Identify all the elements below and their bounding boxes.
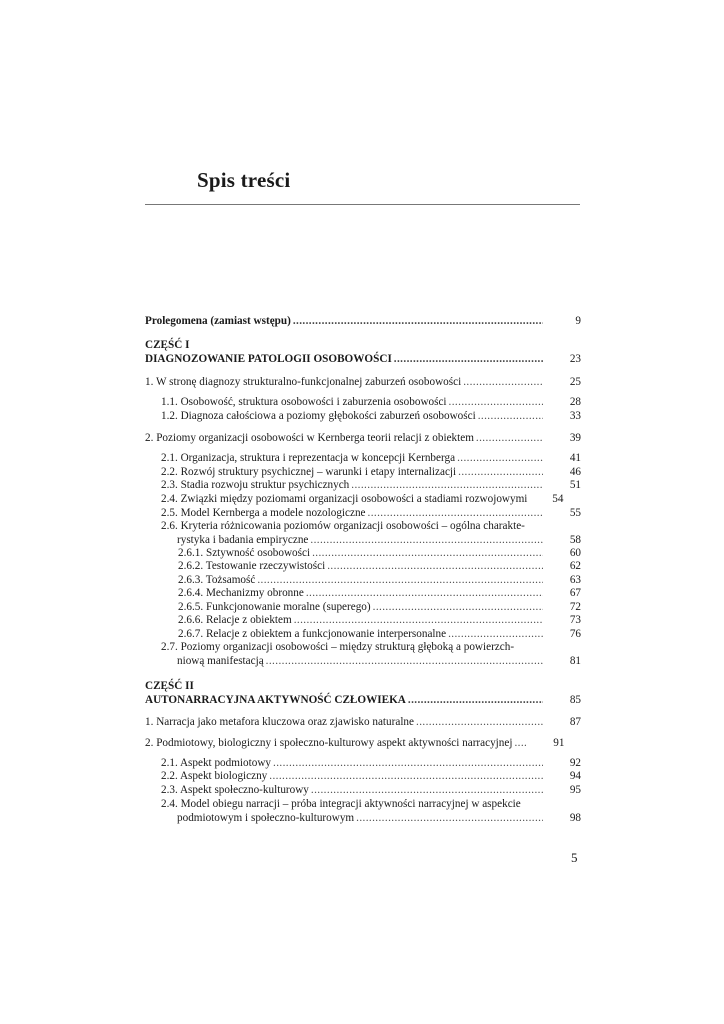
toc-leader-dots [356,811,543,825]
toc-entry-prolegomena[interactable] [145,314,581,328]
toc-entry-label: 2.3. Stadia rozwoju struktur psychicznych [161,479,350,491]
toc-entry-2-6-2[interactable] [178,559,581,573]
toc-entry-label: 2.2. Aspekt biologiczny [161,770,268,782]
toc-leader-dots [458,465,543,479]
toc-entry-label: 2.6.6. Relacje z obiektem [178,614,292,626]
toc-entry-label: 2.6.1. Sztywność osobowości [178,547,311,559]
toc-entry-label: 1. W stronę diagnozy strukturalno-funkcjonalnej zaburzeń osobowości [145,376,462,388]
page-title: Spis treści [197,168,291,192]
toc-entry-part2[interactable] [145,693,581,707]
toc-leader-dots [273,756,543,770]
toc-entry-label: 2.1. Aspekt podmiotowy [161,757,272,769]
toc-page-number: 87 [569,716,581,728]
toc-page-number: 76 [569,628,581,640]
part-label: CZĘŚĆ II [145,680,194,692]
toc-entry-2-7[interactable] [177,654,581,668]
toc-page-number: 62 [569,560,581,572]
toc-leader-dots [269,769,543,783]
toc-leader-dots [394,352,543,366]
toc-entry-2-6-4[interactable] [178,586,581,600]
toc-leader-dots [311,783,543,797]
toc-entry-b2-4[interactable] [177,811,581,825]
toc-entry-2-6[interactable] [177,533,581,547]
toc-entry-2-6-1[interactable] [178,546,581,560]
toc-page-number: 63 [569,574,581,586]
toc-page-number: 72 [569,601,581,613]
toc-entry-2-3[interactable] [161,478,581,492]
toc-entry-part1[interactable] [145,352,581,366]
toc-leader-dots [416,715,543,729]
toc-leader-dots [408,693,543,707]
toc-entry-2-2[interactable] [161,465,581,479]
toc-entry-label: 2.3. Aspekt społeczno-kulturowy [161,784,309,796]
toc-entry-label: 2. Poziomy organizacji osobowości w Kernberga teorii relacji z obiektem [145,432,474,444]
toc-leader-dots [310,533,543,547]
toc-entry-label: DIAGNOZOWANIE PATOLOGII OSOBOWOŚCI [145,353,392,365]
toc-page-number: 25 [569,376,581,388]
toc-entry-label: 2.6.7. Relacje z obiektem a funkcjonowanie interpersonalne [178,628,447,640]
toc-page-number: 28 [569,396,581,408]
toc-entry-2-6-5[interactable] [178,600,581,614]
toc-entry-label: 2.6.2. Testowanie rzeczywistości [178,560,326,572]
toc-entry-label: 2.4. Związki między poziomami organizacji osobowości a stadiami rozwojowymi [161,493,528,505]
toc-page-number: 58 [569,534,581,546]
toc-entry-label: 1.1. Osobowość, struktura osobowości i zaburzenia osobowości [161,396,447,408]
toc-page-number: 39 [569,432,581,444]
toc-entry-label: AUTONARRACYJNA AKTYWNOŚĆ CZŁOWIEKA [145,694,406,706]
toc-entry-label: podmiotowym i społeczno-kulturowym [177,812,355,824]
toc-leader-dots [476,431,543,445]
toc-entry-ch1[interactable] [145,375,581,389]
toc-entry-label: 2. Podmiotowy, biologiczny i społeczno-kulturowy aspekt aktywności narracyjnej [145,737,513,749]
toc-entry-2-6-7[interactable] [178,627,581,641]
toc-page-number: 23 [569,353,581,365]
toc-page-number: 92 [569,757,581,769]
toc-leader-dots [463,375,543,389]
toc-entry-1-2[interactable] [161,409,581,423]
toc-entry-label: 2.6.4. Mechanizmy obronne [178,587,304,599]
toc-entry-1-1[interactable] [161,395,581,409]
toc-page-number: 55 [569,507,581,519]
toc-leader-dots [266,654,543,668]
toc-leader-dots [312,546,543,560]
toc-page-number: 67 [569,587,581,599]
toc-page-number: 94 [569,770,581,782]
toc-leader-dots [449,395,543,409]
toc-entry-label: 1.2. Diagnoza całościowa a poziomy głębokości zaburzeń osobowości [161,410,476,422]
toc-page-number: 81 [569,655,581,667]
page-number: 5 [571,850,578,865]
toc-leader-dots [457,451,543,465]
toc-entry-label: 2.1. Organizacja, struktura i reprezentacja w koncepcji Kernberga [161,452,456,464]
toc-entry-ch2b[interactable] [145,736,581,750]
toc-page-number: 51 [569,479,581,491]
toc-leader-dots [373,600,543,614]
toc-page-number: 41 [569,452,581,464]
toc-leader-dots [327,559,543,573]
toc-entry-2-6-line1[interactable]: 2.6. Kryteria różnicowania poziomów organizacji osobowości – ogólna charakte- [161,520,525,532]
toc-leader-dots [293,314,543,328]
toc-leader-dots [448,627,543,641]
toc-entry-label: Prolegomena (zamiast wstępu) [145,315,291,327]
toc-page-number: 95 [569,784,581,796]
toc-entry-label: rystyka i badania empiryczne [177,534,309,546]
toc-entry-2-4[interactable] [161,492,581,506]
toc-leader-dots [351,478,543,492]
toc-entry-label: 2.5. Model Kernberga a modele nozologiczne [161,507,366,519]
title-divider [145,204,580,205]
toc-entry-ch1b[interactable] [145,715,581,729]
toc-page-number: 98 [569,812,581,824]
part-label: CZĘŚĆ I [145,339,190,351]
toc-entry-b2-2[interactable] [161,769,581,783]
toc-entry-label: niową manifestacją [177,655,264,667]
toc-entry-2-5[interactable] [161,506,581,520]
toc-page-number: 85 [569,694,581,706]
toc-entry-label: 2.2. Rozwój struktury psychicznej – warunki i etapy internalizacji [161,466,457,478]
toc-page-number: 9 [575,315,581,327]
toc-leader-dots [478,409,543,423]
toc-page-number: 60 [569,547,581,559]
toc-leader-dots [514,736,526,750]
toc-page-number: 46 [569,466,581,478]
toc-page-number: 73 [569,614,581,626]
toc-entry-b2-3[interactable] [161,783,581,797]
toc-entry-2-6-6[interactable] [178,613,581,627]
toc-entry-ch2[interactable] [145,431,581,445]
toc-entry-2-1[interactable] [161,451,581,465]
toc-entry-label: 1. Narracja jako metafora kluczowa oraz zjawisko naturalne [145,716,414,728]
toc-leader-dots [294,613,543,627]
toc-leader-dots [306,586,543,600]
toc-entry-2-6-3[interactable] [178,573,581,587]
toc-page-number: 33 [569,410,581,422]
toc-leader-dots [257,573,543,587]
toc-leader-dots [368,506,543,520]
toc-page-number: 91 [553,737,565,749]
toc-entry-2-7-line1[interactable]: 2.7. Poziomy organizacji osobowości – między strukturą głęboką a powierzch- [161,641,515,653]
toc-entry-label: 2.6.3. Tożsamość [178,574,256,586]
toc-entry-label: 2.6.5. Funkcjonowanie moralne (superego) [178,601,371,613]
toc-entry-b2-1[interactable] [161,756,581,770]
toc-page-number: 54 [552,493,564,505]
toc-entry-b2-4-line1[interactable]: 2.4. Model obiegu narracji – próba integracji aktywności narracyjnej w aspekcie [161,798,521,810]
